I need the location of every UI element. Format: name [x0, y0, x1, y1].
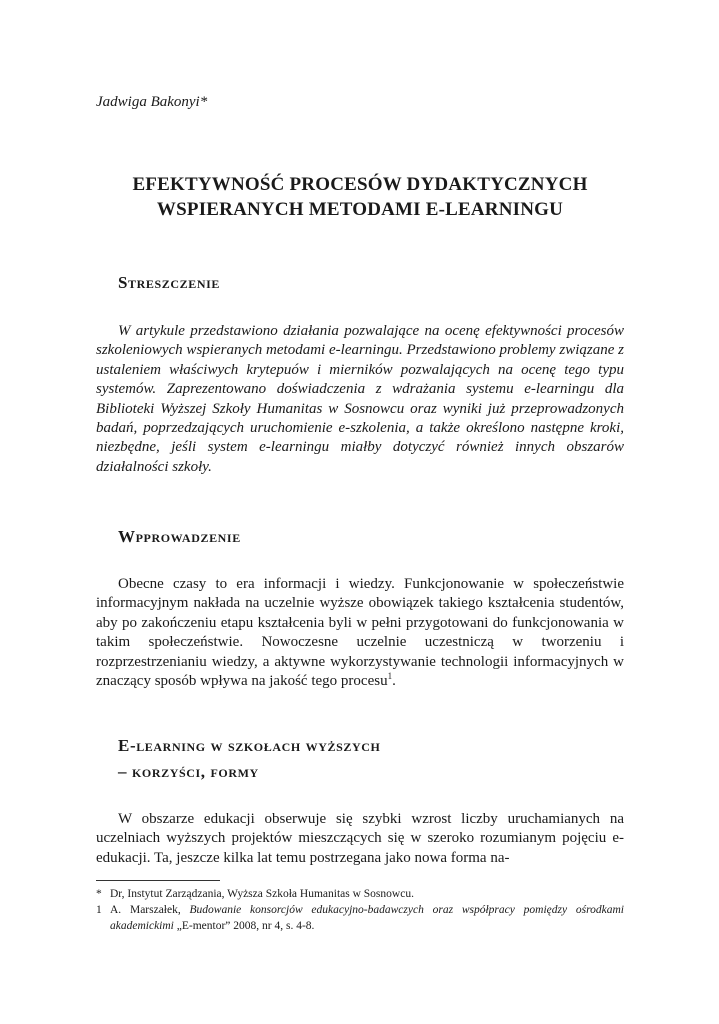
- paper-title-line-2: WSPIERANYCH METODAMI E-LEARNINGU: [156, 199, 564, 220]
- abstract-text: W artykule przedstawiono działania pozwalające na ocenę efektywności procesów szkoleniowych wspieranych metodami e-learningu. Przedstawiono problemy związane z ustaleniem właściwych krytериów i mierników pozwalających na ocenę tego typu systemów. Zaprezentowano doświadczenia z wdrażania systemu e-learningu dla Biblioteki Wyższej Szkoły Humanitas w Sosnowcu oraz wyniki już przeprowadzonych badań, poprzedzających uruchomienie e-szkolenia, a także określono następne kroki, niezbędne, jeśli system e-learningu miałby dotyczyć również innych obszarów działalności szkoły.: [96, 323, 624, 475]
- footnote-1-mark: 1: [96, 904, 102, 916]
- section2-heading-line-1: E-learning w szkołach wyższych: [118, 736, 381, 755]
- footnote-1: [96, 902, 624, 934]
- abstract-heading: Streszczenie: [118, 273, 221, 292]
- footnote-1-author: A. Marszałek,: [110, 904, 190, 916]
- intro-paragraph: [96, 575, 624, 691]
- footnote-author: [96, 886, 624, 902]
- intro-text: Obecne czasy to era informacji i wiedzy. Funkcjonowanie w społeczeństwie informacyjnym nakłada na uczelnie wyższe obowiązek takiego kształcenia studentów, aby po zakończeniu etapu kształcenia byli w pełni przygotowani do funkcjonowania w takim społeczeństwie. Nowoczesne uczelnie uczestniczą w tworzeniu i rozprzestrzenianiu wiedzy, a aktywne wykorzystywanie technologii informacyjnych w znaczący sposób wpływa na jakość tego procesu: [96, 576, 624, 690]
- paper-title-line-1: EFEKTYWNOŚĆ PROCESÓW DYDAKTYCZNYCH: [132, 174, 588, 195]
- intro-text-end: .: [392, 673, 396, 690]
- footnote-star-mark: *: [96, 888, 102, 900]
- footnote-divider: [96, 880, 220, 881]
- author-name: Jadwiga Bakonyi*: [96, 94, 208, 110]
- section2-paragraph: W obszarze edukacji obserwuje się szybki wzrost liczby uruchamianych na uczelniach wyższych projektów mieszczących się w szeroko rozumianym pojęciu e-edukacji. Ta, jeszcze kilka lat temu postrzegana jako nowa forma na-: [96, 811, 624, 866]
- section2-heading-line-2: – korzyści, formy: [118, 762, 259, 781]
- footnote-1-rest: „E-mentor” 2008, nr 4, s. 4-8.: [173, 920, 315, 932]
- footnote-ref-1[interactable]: 1: [387, 671, 393, 682]
- footnote-star-text: Dr, Instytut Zarządzania, Wyższa Szkoła Humanitas w Sosnowcu.: [110, 888, 414, 900]
- section2-heading: [118, 733, 380, 785]
- intro-heading: Wpprowadzenie: [118, 527, 241, 546]
- paper-title: [96, 172, 624, 222]
- footnote-1-title: Budowanie konsorcjów edukacyjno-badawczych oraz współpracy pomiędzy ośrodkami akademickimi: [110, 904, 624, 932]
